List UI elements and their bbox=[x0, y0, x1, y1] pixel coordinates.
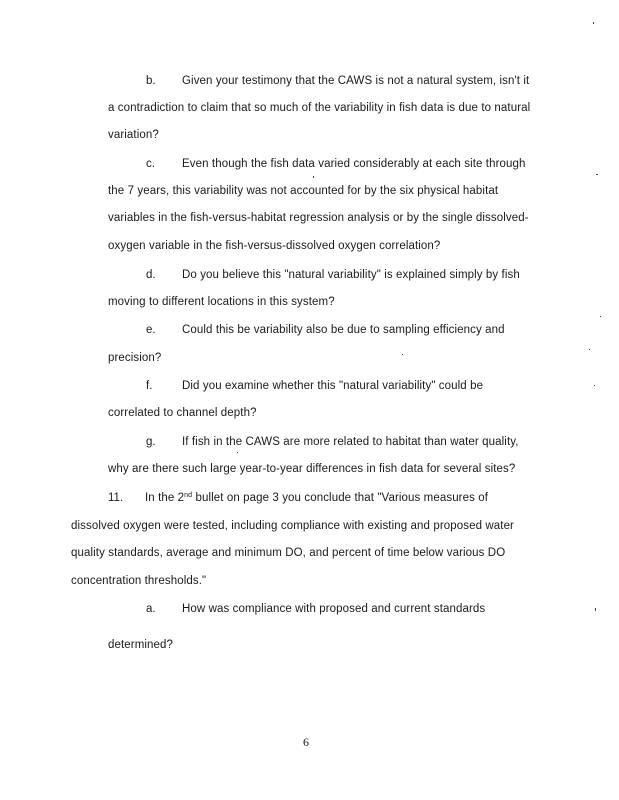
item-c-line-4: oxygen variable in the fish-versus-dissolved oxygen correlation? bbox=[108, 240, 441, 252]
item-11a-line-2: determined? bbox=[108, 639, 174, 651]
item-11-line-1-pre: In the 2 bbox=[145, 492, 185, 504]
item-f-label: f. bbox=[146, 380, 153, 392]
item-g-line-1: If fish in the CAWS are more related to habitat than water quality, bbox=[182, 436, 519, 448]
item-d-line-2: moving to different locations in this system? bbox=[108, 296, 335, 308]
scan-speck bbox=[237, 452, 238, 453]
item-e-label: e. bbox=[146, 324, 156, 336]
page-number: 6 bbox=[303, 735, 309, 749]
item-11-line-1 bbox=[145, 491, 488, 505]
item-f-line-1: Did you examine whether this "natural variability" could be bbox=[182, 380, 484, 392]
scan-speck bbox=[402, 354, 403, 355]
scan-speck bbox=[595, 608, 596, 611]
item-11-line-1-post: bullet on page 3 you conclude that "Various measures of bbox=[192, 492, 489, 504]
item-c-line-1: Even though the fish data varied considerably at each site through bbox=[182, 158, 526, 170]
item-c-line-2: the 7 years, this variability was not accounted for by the six physical habitat bbox=[108, 185, 499, 197]
scan-speck bbox=[589, 349, 590, 350]
item-c-label: c. bbox=[146, 158, 155, 170]
item-g-line-2: why are there such large year-to-year differences in fish data for several sites? bbox=[108, 463, 516, 475]
item-11a-label: a. bbox=[146, 603, 156, 615]
scan-speck bbox=[600, 316, 601, 317]
item-b-label: b. bbox=[146, 75, 156, 87]
item-d-line-1: Do you believe this "natural variability" is explained simply by fish bbox=[182, 269, 520, 281]
item-11-line-2: dissolved oxygen were tested, including compliance with existing and proposed water bbox=[71, 520, 514, 532]
item-b-line-2: a contradiction to claim that so much of the variability in fish data is due to natural bbox=[108, 102, 531, 114]
ordinal-superscript: nd bbox=[184, 492, 193, 499]
item-b-line-3: variation? bbox=[108, 129, 159, 141]
item-g-label: g. bbox=[146, 436, 156, 448]
scan-speck bbox=[594, 385, 595, 386]
scan-speck bbox=[596, 174, 598, 175]
item-c-line-3: variables in the fish-versus-habitat regression analysis or by the single dissolved- bbox=[108, 212, 529, 224]
item-11a-line-1: How was compliance with proposed and current standards bbox=[182, 603, 486, 615]
item-11-label: 11. bbox=[108, 492, 124, 504]
item-11-line-3: quality standards, average and minimum DO, and percent of time below various DO bbox=[71, 547, 506, 559]
item-f-line-2: correlated to channel depth? bbox=[108, 407, 257, 419]
item-b-line-1: Given your testimony that the CAWS is not a natural system, isn't it bbox=[182, 75, 530, 87]
scan-speck bbox=[593, 22, 594, 24]
item-e-line-2: precision? bbox=[108, 352, 162, 364]
item-d-label: d. bbox=[146, 269, 156, 281]
scan-speck bbox=[313, 176, 314, 178]
item-e-line-1: Could this be variability also be due to sampling efficiency and bbox=[182, 324, 505, 336]
item-11-line-4: concentration thresholds." bbox=[71, 575, 207, 587]
